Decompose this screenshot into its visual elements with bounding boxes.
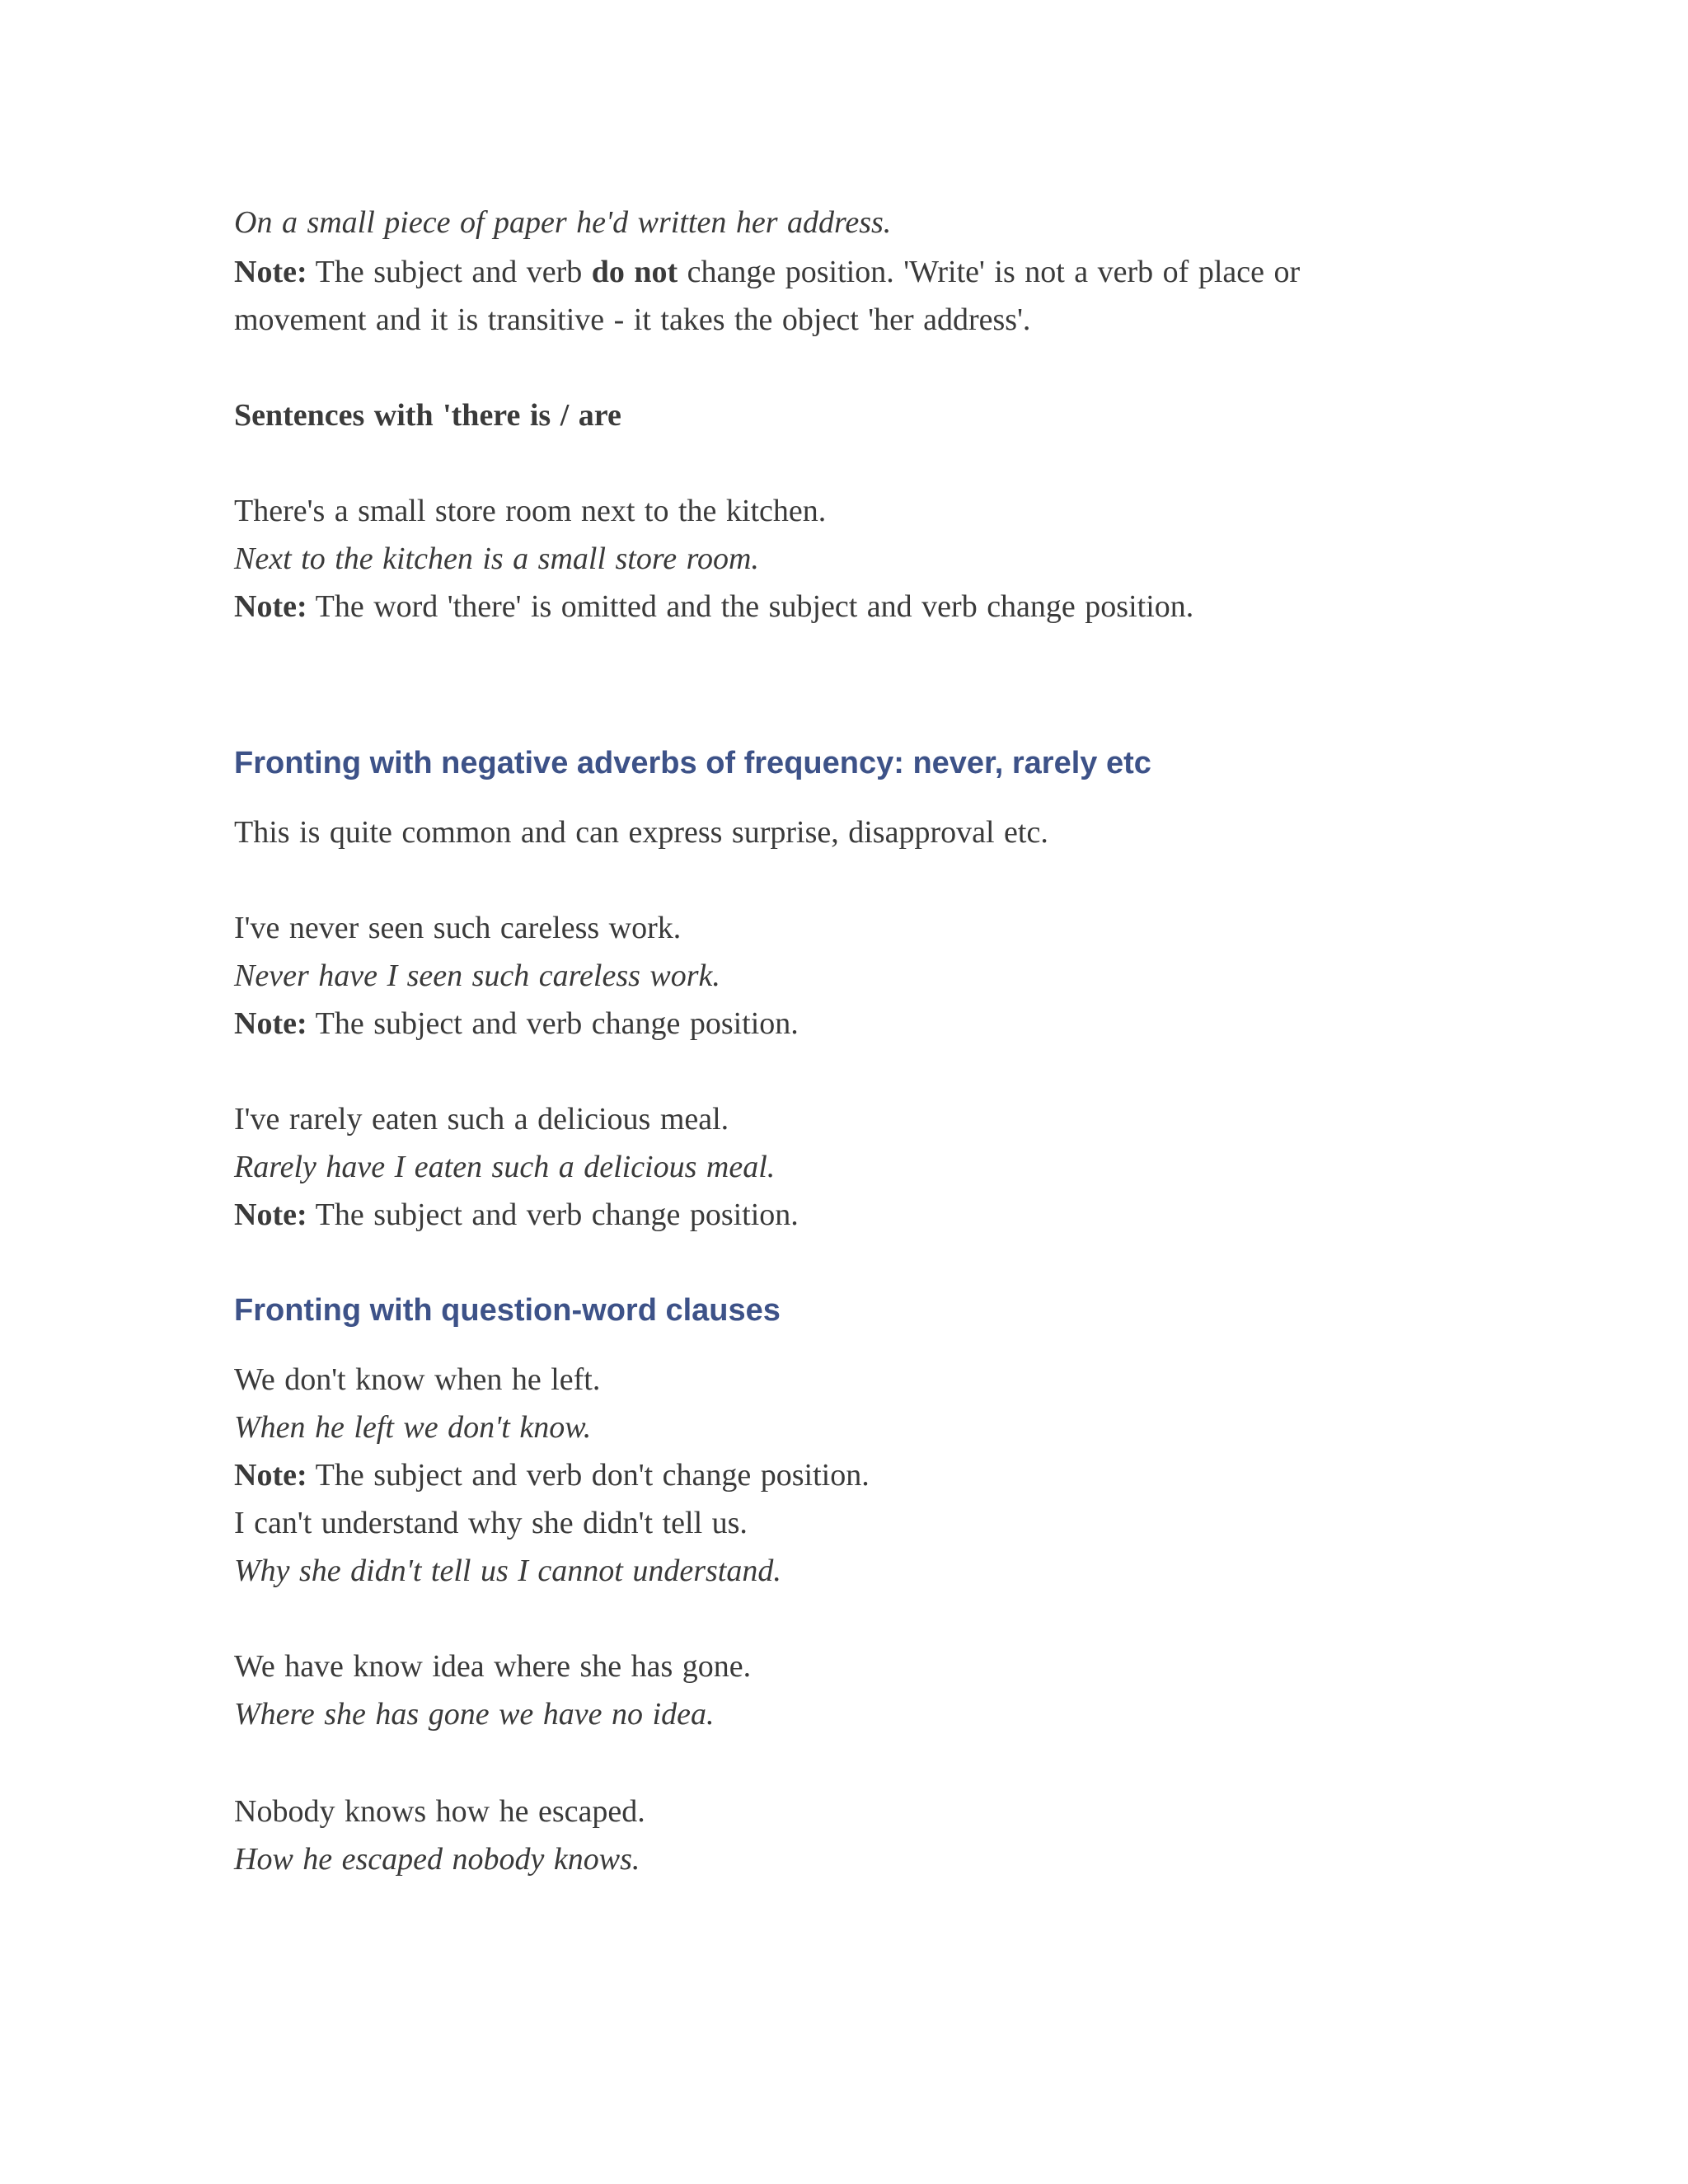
section-heading-negative-adverbs: Fronting with negative adverbs of frequency: never, rarely etc [234, 746, 1151, 780]
example-plain: I can't understand why she didn't tell us. [234, 1506, 748, 1540]
note-text-after: change position. 'Write' is not a verb of place or [687, 255, 1301, 289]
example-plain: There's a small store room next to the kitchen. [234, 494, 827, 528]
note-line [234, 1195, 799, 1235]
note-line [234, 1004, 799, 1043]
example-plain: I've rarely eaten such a delicious meal. [234, 1102, 729, 1137]
example-italic: On a small piece of paper he'd written her address. [234, 205, 892, 240]
note-label: Note: [234, 1197, 307, 1232]
note-emphasis: do not [591, 255, 678, 289]
note-label: Note: [234, 1458, 307, 1493]
note-line [234, 252, 1300, 292]
note-label: Note: [234, 589, 307, 624]
example-italic: Why she didn't tell us I cannot understand. [234, 1554, 781, 1588]
example-italic: Never have I seen such careless work. [234, 958, 720, 993]
note-continuation: movement and it is transitive - it takes the object 'her address'. [234, 302, 1031, 337]
example-italic: Rarely have I eaten such a delicious meal. [234, 1150, 776, 1184]
example-plain: We have know idea where she has gone. [234, 1649, 752, 1684]
example-italic: Where she has gone we have no idea. [234, 1697, 715, 1732]
example-italic: How he escaped nobody knows. [234, 1842, 640, 1877]
subheading-there-is: Sentences with 'there is / are [234, 398, 621, 433]
example-italic: When he left we don't know. [234, 1410, 592, 1445]
note-label: Note: [234, 1006, 307, 1041]
note-text: The subject and verb change position. [315, 1006, 799, 1041]
note-label: Note: [234, 255, 307, 289]
section-heading-question-word: Fronting with question-word clauses [234, 1293, 781, 1328]
example-plain: Nobody knows how he escaped. [234, 1794, 645, 1829]
note-line [234, 587, 1193, 626]
section-intro: This is quite common and can express surprise, disapproval etc. [234, 815, 1048, 850]
note-text: The subject and verb don't change position. [315, 1458, 870, 1493]
note-text: The subject and verb change position. [315, 1197, 799, 1232]
note-line [234, 1455, 870, 1495]
note-text: The word 'there' is omitted and the subject and verb change position. [315, 589, 1194, 624]
example-italic: Next to the kitchen is a small store room. [234, 541, 759, 576]
example-plain: I've never seen such careless work. [234, 911, 682, 945]
note-text-before: The subject and verb [315, 255, 583, 289]
example-plain: We don't know when he left. [234, 1362, 601, 1397]
